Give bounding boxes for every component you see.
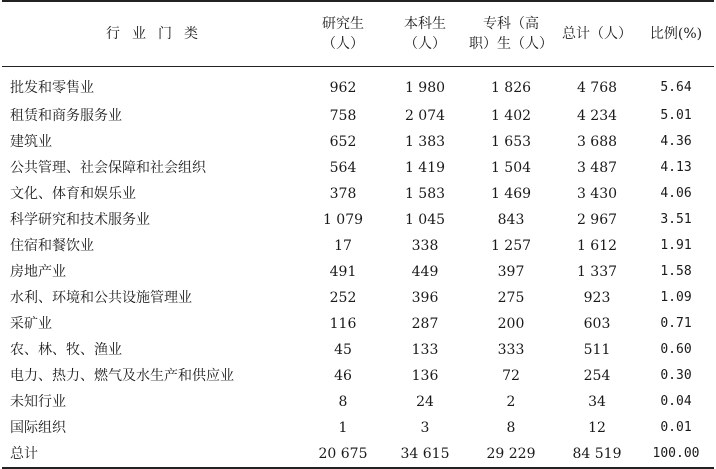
vocational-count: 843 [497,212,525,228]
vocational-count: 2 [506,394,516,410]
table-row [2,441,714,468]
industry-name: 房地产业 [10,264,66,280]
table-row [2,259,714,285]
industry-name: 国际组织 [10,420,66,436]
graduate-count: 1 079 [322,212,364,228]
undergraduate-count: 3 [420,420,430,436]
undergraduate-count: 2 074 [404,108,446,124]
total-count: 34 [588,394,606,410]
total-count: 3 430 [576,186,618,202]
table-row [2,103,714,129]
industry-name: 科学研究和技术服务业 [10,212,150,228]
industry-name: 水利、环境和公共设施管理业 [10,290,192,306]
table-row [2,337,714,363]
ratio-percent: 0.01 [660,420,692,435]
graduate-count: 17 [334,238,352,254]
total-count: 254 [583,368,611,384]
vocational-count: 1 257 [490,238,532,254]
graduate-count: 252 [329,290,357,306]
total-count: 511 [583,342,611,358]
ratio-percent: 3.51 [660,212,692,227]
undergraduate-count: 1 583 [404,186,446,202]
total-count: 3 688 [576,134,618,150]
industry-name: 住宿和餐饮业 [10,238,94,254]
undergraduate-count: 1 045 [404,212,446,228]
header-industry: 行业门类 [2,1,302,67]
industry-name: 农、林、牧、渔业 [10,342,122,358]
graduate-count: 962 [329,80,357,96]
ratio-percent: 0.04 [660,394,692,409]
ratio-percent: 1.91 [660,238,692,253]
table-row [2,129,714,155]
graduate-count: 758 [329,108,357,124]
industry-name: 未知行业 [10,394,66,410]
undergraduate-count: 1 383 [404,134,446,150]
table-row [2,415,714,441]
ratio-percent: 5.01 [660,108,692,123]
graduate-count: 491 [329,264,357,280]
industry-name: 建筑业 [10,134,52,150]
undergraduate-count: 133 [411,342,439,358]
vocational-count: 29 229 [466,441,556,468]
employment-by-industry-table [2,0,714,469]
ratio-percent: 4.13 [660,160,692,175]
ratio-percent: 4.06 [660,186,692,201]
ratio-percent: 0.71 [660,316,692,331]
graduate-count: 378 [329,186,357,202]
undergraduate-count: 338 [411,238,439,254]
table-row [2,311,714,337]
table-row [2,67,714,104]
ratio-percent: 1.58 [660,264,692,279]
graduate-count: 8 [338,394,348,410]
header-graduate: 研究生 （人） [302,1,384,67]
vocational-count: 1 402 [490,108,532,124]
vocational-count: 333 [497,342,525,358]
table-row [2,363,714,389]
vocational-count: 1 826 [490,80,532,96]
total-count: 3 487 [576,160,618,176]
undergraduate-count: 24 [416,394,434,410]
ratio-percent: 5.64 [660,80,692,95]
total-count: 4 768 [576,80,618,96]
undergraduate-count: 287 [411,316,439,332]
ratio-percent: 0.60 [660,342,692,357]
total-count: 923 [583,290,611,306]
ratio-percent: 1.09 [660,290,692,305]
total-count: 1 612 [576,238,618,254]
table-row [2,181,714,207]
industry-name: 批发和零售业 [10,80,94,96]
graduate-count: 652 [329,134,357,150]
undergraduate-count: 34 615 [384,441,466,468]
industry-name: 总计 [2,441,302,468]
industry-name: 电力、热力、燃气及水生产和供应业 [10,368,234,384]
table-row [2,285,714,311]
undergraduate-count: 136 [411,368,439,384]
total-count: 84 519 [556,441,638,468]
vocational-count: 1 504 [490,160,532,176]
total-count: 603 [583,316,611,332]
total-count: 4 234 [576,108,618,124]
vocational-count: 1 653 [490,134,532,150]
table-row [2,207,714,233]
total-count: 2 967 [576,212,618,228]
industry-name: 公共管理、社会保障和社会组织 [10,160,206,176]
undergraduate-count: 1 419 [404,160,446,176]
table-row [2,233,714,259]
undergraduate-count: 1 980 [404,80,446,96]
industry-name: 采矿业 [10,316,52,332]
header-vocational: 专科（高 职）生（人） [466,1,556,67]
undergraduate-count: 396 [411,290,439,306]
total-count: 1 337 [576,264,618,280]
ratio-percent: 100.00 [638,441,714,468]
industry-name: 租赁和商务服务业 [10,108,122,124]
industry-name: 文化、体育和娱乐业 [10,186,136,202]
total-count: 12 [588,420,606,436]
graduate-count: 564 [329,160,357,176]
table-row [2,155,714,181]
vocational-count: 200 [497,316,525,332]
graduate-count: 116 [329,316,357,332]
table-header-row [2,1,714,67]
graduate-count: 46 [334,368,352,384]
graduate-count: 1 [338,420,348,436]
graduate-count: 20 675 [302,441,384,468]
undergraduate-count: 449 [411,264,439,280]
ratio-percent: 4.36 [660,134,692,149]
header-total: 总计（人） [556,1,638,67]
vocational-count: 8 [506,420,516,436]
graduate-count: 45 [334,342,352,358]
vocational-count: 275 [497,290,525,306]
vocational-count: 1 469 [490,186,532,202]
vocational-count: 397 [497,264,525,280]
header-undergraduate: 本科生 （人） [384,1,466,67]
ratio-percent: 0.30 [660,368,692,383]
header-ratio: 比例(%) [638,1,714,67]
vocational-count: 72 [502,368,520,384]
table-row [2,389,714,415]
